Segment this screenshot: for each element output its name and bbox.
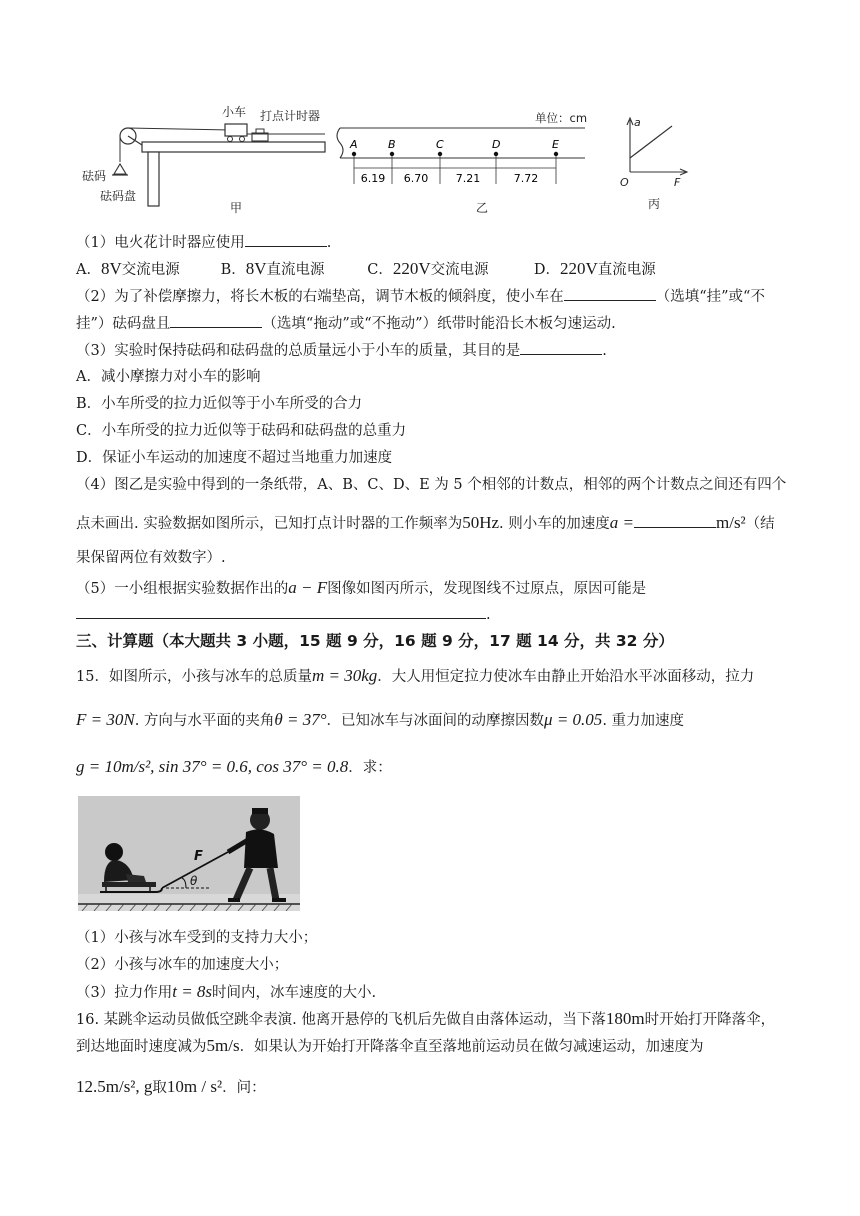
weight-pan: [114, 164, 126, 174]
answer-blank[interactable]: [634, 513, 716, 528]
caption-bing: 丙: [648, 197, 661, 211]
axis-label-a: a: [634, 116, 641, 129]
q14-part1-options: [76, 259, 656, 280]
answer-blank[interactable]: [520, 340, 602, 355]
tape-point-label: E: [552, 138, 559, 151]
option-a: A．8V交流电源: [76, 259, 180, 278]
q14-part1-end: .: [326, 235, 332, 251]
table-leg: [148, 152, 159, 206]
q15-line1: 15．如图所示，小孩与冰车的总质量m = 30kg．大人用恒定拉力使冰车由静止开始沿水平冰面移动，拉力: [76, 666, 755, 685]
q15-line3: g = 10m/s², sin 37° = 0.6, cos 37° = 0.8．求：: [76, 757, 392, 776]
q14-part3-option-b: B．小车所受的拉力近似等于小车所受的合力: [76, 396, 363, 412]
figure-yi-tape: [330, 100, 600, 220]
answer-blank[interactable]: [170, 313, 262, 328]
tape-point-label: C: [436, 138, 444, 151]
q14-part4-line2: 点未画出. 实验数据如图所示，已知打点计时器的工作频率为50Hz. 则小车的加速度a = m/s²（结: [76, 513, 775, 532]
origin-label: O: [620, 176, 629, 189]
option-d: D．220V直流电源: [533, 259, 656, 278]
q14-part3: （3）实验时保持砝码和砝码盘的总质量远小于小车的质量，其目的是 .: [76, 340, 607, 361]
q14-part4-line1: （4）图乙是实验中得到的一条纸带，A、B、C、D、E 为 5 个相邻的计数点，相邻的两个计数点之间还有四个: [76, 477, 787, 493]
answer-blank[interactable]: [564, 286, 656, 301]
segment-length-label: 7.21: [455, 172, 481, 185]
q15-sub1: （1）小孩与冰车受到的支持力大小；: [76, 930, 318, 946]
segment-length-label: 7.72: [513, 172, 539, 185]
sled-illustration: [78, 796, 300, 911]
theta-label: θ: [190, 874, 198, 888]
label-timer: 打点计时器: [260, 109, 321, 123]
caption-yi: 乙: [476, 201, 489, 215]
tape-point-dot: [554, 152, 558, 156]
force-label: F: [194, 849, 203, 864]
answer-blank[interactable]: [245, 232, 327, 247]
cart: [225, 124, 247, 136]
q14-part1-text: （1）电火花计时器应使用: [76, 235, 245, 251]
q14-part2-line2: 挂”）砝码盘且 （选填“拖动”或“不拖动”）纸带时能沿长木板匀速运动.: [76, 313, 616, 334]
label-cart: 小车: [222, 105, 247, 119]
string: [128, 128, 230, 130]
segment-length-label: 6.70: [403, 172, 429, 185]
q16-line1: 16. 某跳伞运动员做低空跳伞表演. 他离开悬停的飞机后先做自由落体运动，当下落180m时开始打开降落伞，: [76, 1009, 776, 1028]
option-c: C．220V交流电源: [367, 259, 489, 278]
tape-unit: 单位：cm: [535, 111, 588, 125]
q14-part5-line1: （5）一小组根据实验数据作出的a − F图像如图丙所示，发现图线不过原点，原因可能是: [76, 578, 647, 597]
q16-line2: 到达地面时速度减为5m/s．如果认为开始打开降落伞直至落地前运动员在做匀减速运动，加速度为: [76, 1036, 704, 1055]
q14-part2-line1: （2）为了补偿摩擦力，将长木板的右端垫高，调节木板的倾斜度，使小车在 （选填“挂”或“不: [76, 286, 765, 307]
label-pan: 砝码盘: [100, 189, 137, 203]
q14-part1: [76, 232, 331, 253]
long-board: [142, 142, 325, 152]
answer-blank[interactable]: [76, 604, 486, 619]
q14-part4-line3: 果保留两位有效数字）.: [76, 550, 226, 566]
paper-tape: [337, 128, 585, 158]
q14-part5-line2: .: [76, 604, 491, 625]
q14-part3-option-c: C．小车所受的拉力近似等于砝码和砝码盘的总重力: [76, 423, 407, 439]
tape-point-label: B: [388, 138, 396, 151]
q14-part3-option-a: A．减小摩擦力对小车的影响: [76, 369, 261, 385]
label-weight: 砝码: [82, 169, 107, 183]
tape-point-dot: [438, 152, 442, 156]
option-b: B．8V直流电源: [220, 259, 325, 278]
tape-point-dot: [494, 152, 498, 156]
a-F-line: [630, 126, 672, 158]
q15-sub3: （3）拉力作用t = 8s时间内，冰车速度的大小.: [76, 982, 377, 1001]
section-3-title: 三、计算题（本大题共 3 小题，15 题 9 分，16 题 9 分，17 题 14 分，共 32 分）: [76, 632, 674, 650]
q16-line3: 12.5m/s², g取10m / s²．问：: [76, 1077, 266, 1096]
figure-bing-graph: [612, 100, 692, 220]
caption-jia: 甲: [230, 201, 243, 215]
q15-line2: F = 30N. 方向与水平面的夹角θ = 37°．已知冰车与冰面间的动摩擦因数μ = 0.05. 重力加速度: [76, 710, 685, 729]
tape-point-label: D: [492, 138, 501, 151]
q15-sub2: （2）小孩与冰车的加速度大小；: [76, 957, 289, 973]
axis-label-F: F: [674, 176, 681, 189]
q14-part3-option-d: D．保证小车运动的加速度不超过当地重力加速度: [76, 450, 393, 466]
tape-point-label: A: [350, 138, 358, 151]
tape-point-dot: [352, 152, 356, 156]
tape-point-dot: [390, 152, 394, 156]
segment-length-label: 6.19: [360, 172, 386, 185]
